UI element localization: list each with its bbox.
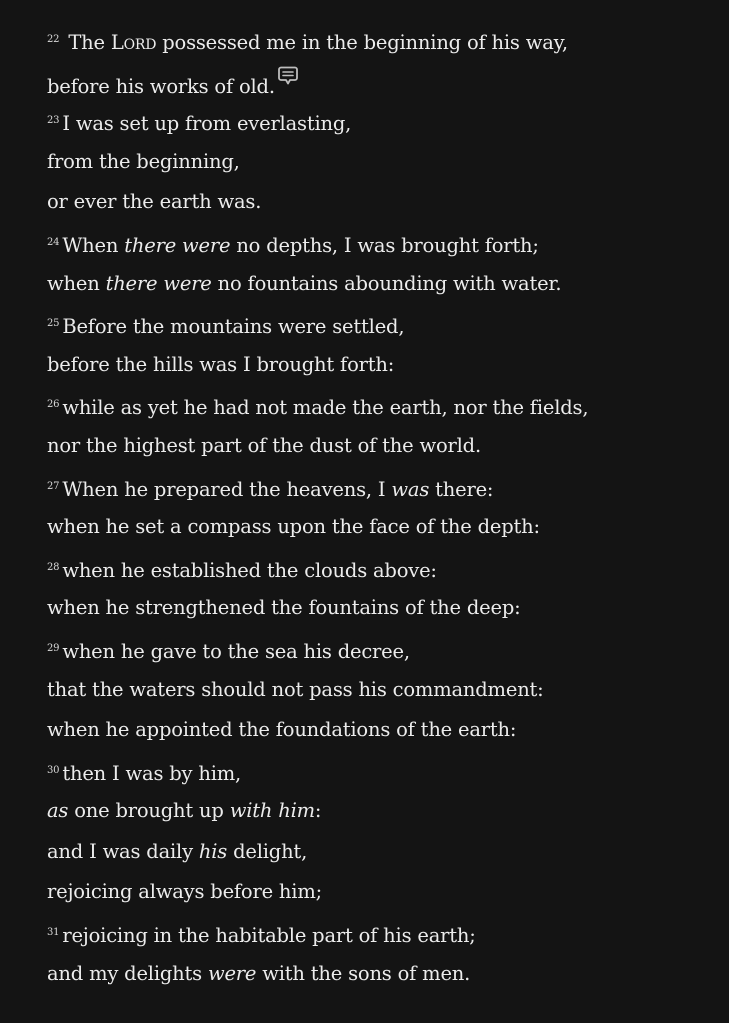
- verse-number: 28: [47, 561, 60, 573]
- verse-23-line-1[interactable]: [47, 101, 709, 142]
- verse-text: when: [47, 271, 106, 295]
- italic-text: his: [198, 839, 228, 863]
- verse-text: possessed me in the beginning of his way,: [156, 31, 568, 54]
- verse-26-line-2[interactable]: [47, 426, 709, 467]
- verse-number: 25: [47, 318, 60, 330]
- verse-text: while as yet he had not made the earth, nor the fields,: [62, 396, 589, 420]
- verse-26-line-1[interactable]: [47, 385, 709, 426]
- verse-text: when he gave to the sea his decree,: [62, 639, 410, 663]
- verse-text: before his works of old.: [47, 74, 275, 98]
- verse-text: delight,: [227, 839, 308, 863]
- verse-text: when he set a compass upon the face of the depth:: [47, 515, 540, 539]
- verse-text: rejoicing always before him;: [47, 880, 322, 904]
- verse-text: and I was daily: [47, 839, 199, 863]
- verse-text: Before the mountains were settled,: [62, 315, 405, 339]
- verse-22-line-1[interactable]: [47, 20, 709, 61]
- verse-text: then I was by him,: [62, 761, 242, 785]
- italic-text: were: [207, 961, 257, 985]
- verse-number: 27: [47, 480, 60, 492]
- verse-text: or ever the earth was.: [47, 190, 262, 214]
- verse-text: when he appointed the foundations of the earth:: [47, 718, 517, 742]
- verse-30-line-1[interactable]: [47, 751, 709, 792]
- verse-text: :: [314, 799, 322, 823]
- verse-text: with the sons of men.: [256, 961, 471, 985]
- verse-text: The: [68, 31, 111, 54]
- verse-text: from the beginning,: [47, 149, 240, 173]
- verse-24-line-2[interactable]: [47, 264, 709, 305]
- verse-29-line-3[interactable]: [47, 710, 709, 751]
- verse-31-line-1[interactable]: [47, 913, 709, 954]
- verse-23-line-3[interactable]: [47, 182, 709, 223]
- verse-27-line-2[interactable]: [47, 507, 709, 548]
- verse-text: when he established the clouds above:: [62, 558, 437, 582]
- verse-number: 23: [47, 115, 60, 127]
- verse-25-line-2[interactable]: [47, 345, 709, 386]
- note-comment-icon[interactable]: [277, 61, 299, 83]
- verse-text: rejoicing in the habitable part of his earth;: [62, 924, 476, 948]
- verse-number: 24: [47, 236, 60, 248]
- verse-text: and my delights: [47, 961, 208, 985]
- verse-text: When: [62, 233, 125, 257]
- verse-text: no depths, I was brought forth;: [230, 233, 539, 257]
- verse-number: 26: [47, 399, 60, 411]
- verse-27-line-1[interactable]: [47, 467, 709, 508]
- scripture-reader: [47, 20, 709, 994]
- italic-text: was: [391, 477, 430, 501]
- verse-text: When he prepared the heavens, I: [62, 477, 392, 501]
- verse-number: 22: [47, 34, 60, 45]
- italic-text: there were: [124, 233, 231, 257]
- verse-text: that the waters should not pass his commandment:: [47, 677, 544, 701]
- verse-28-line-1[interactable]: [47, 548, 709, 589]
- verse-30-line-4[interactable]: [47, 872, 709, 913]
- verse-24-line-1[interactable]: [47, 223, 709, 264]
- verse-29-line-1[interactable]: [47, 629, 709, 670]
- italic-text: there were: [105, 271, 212, 295]
- verse-text: when he strengthened the fountains of the deep:: [47, 596, 521, 620]
- verse-number: 30: [47, 764, 60, 776]
- verse-text: nor the highest part of the dust of the world.: [47, 433, 481, 457]
- verse-number: 31: [47, 927, 60, 939]
- verse-number: 29: [47, 642, 60, 654]
- verse-28-line-2[interactable]: [47, 588, 709, 629]
- verse-text: there:: [429, 477, 494, 501]
- verse-text: I was set up from everlasting,: [62, 112, 352, 136]
- italic-text: as: [47, 799, 69, 823]
- verse-25-line-1[interactable]: [47, 304, 709, 345]
- verse-31-line-2[interactable]: [47, 954, 709, 995]
- verse-23-line-2[interactable]: [47, 142, 709, 183]
- verse-text: no fountains abounding with water.: [211, 271, 562, 295]
- italic-text: with him: [229, 799, 315, 823]
- verse-30-line-2[interactable]: [47, 791, 709, 832]
- verse-text: one brought up: [68, 799, 230, 823]
- verse-text: before the hills was I brought forth:: [47, 352, 395, 376]
- verse-30-line-3[interactable]: [47, 832, 709, 873]
- verse-29-line-2[interactable]: [47, 670, 709, 711]
- verse-22-line-2[interactable]: [47, 61, 709, 102]
- divine-name: Lord: [110, 31, 157, 54]
